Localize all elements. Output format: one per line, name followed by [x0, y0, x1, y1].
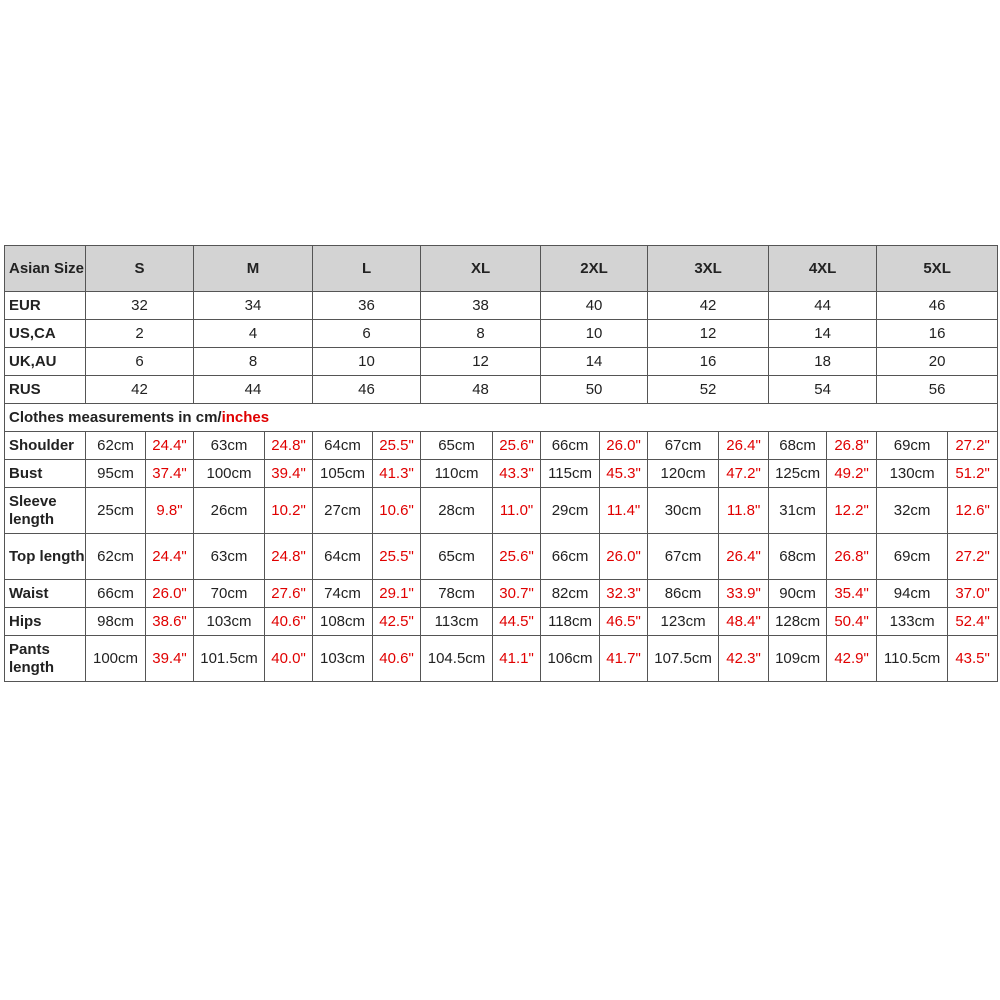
- size-header: 4XL: [769, 246, 877, 292]
- cm-value: 64cm: [313, 534, 373, 580]
- inch-value: 33.9": [719, 580, 769, 608]
- size-header: XL: [421, 246, 541, 292]
- cm-value: 31cm: [769, 488, 827, 534]
- cm-value: 69cm: [877, 534, 948, 580]
- size-chart-table: [4, 245, 998, 682]
- conversion-value: 20: [877, 348, 998, 376]
- conversion-value: 6: [313, 320, 421, 348]
- inch-value: 12.6": [948, 488, 998, 534]
- cm-value: 82cm: [541, 580, 600, 608]
- conversion-value: 8: [194, 348, 313, 376]
- inch-value: 42.9": [827, 636, 877, 682]
- measurement-row: [5, 432, 998, 460]
- inch-value: 10.6": [373, 488, 421, 534]
- inch-value: 25.5": [373, 432, 421, 460]
- inch-value: 30.7": [493, 580, 541, 608]
- inch-value: 48.4": [719, 608, 769, 636]
- inch-value: 50.4": [827, 608, 877, 636]
- inch-value: 39.4": [265, 460, 313, 488]
- cm-value: 113cm: [421, 608, 493, 636]
- inch-value: 45.3": [600, 460, 648, 488]
- cm-value: 110.5cm: [877, 636, 948, 682]
- cm-value: 25cm: [86, 488, 146, 534]
- inch-value: 39.4": [146, 636, 194, 682]
- row-label: Shoulder: [5, 432, 86, 460]
- cm-value: 108cm: [313, 608, 373, 636]
- cm-value: 86cm: [648, 580, 719, 608]
- conversion-value: 12: [421, 348, 541, 376]
- conversion-value: 16: [648, 348, 769, 376]
- cm-value: 120cm: [648, 460, 719, 488]
- inch-value: 49.2": [827, 460, 877, 488]
- size-header: L: [313, 246, 421, 292]
- inch-value: 42.3": [719, 636, 769, 682]
- cm-value: 100cm: [86, 636, 146, 682]
- measurement-row: [5, 580, 998, 608]
- inch-value: 40.6": [265, 608, 313, 636]
- inch-value: 40.6": [373, 636, 421, 682]
- cm-value: 110cm: [421, 460, 493, 488]
- conversion-value: 10: [313, 348, 421, 376]
- corner-label: Asian Size: [5, 246, 86, 292]
- cm-value: 70cm: [194, 580, 265, 608]
- inch-value: 10.2": [265, 488, 313, 534]
- inch-value: 37.0": [948, 580, 998, 608]
- conversion-value: 42: [648, 292, 769, 320]
- cm-value: 94cm: [877, 580, 948, 608]
- inch-value: 47.2": [719, 460, 769, 488]
- measurement-row: [5, 534, 998, 580]
- conversion-value: 36: [313, 292, 421, 320]
- conversion-value: 50: [541, 376, 648, 404]
- cm-value: 27cm: [313, 488, 373, 534]
- inch-value: 26.8": [827, 534, 877, 580]
- inch-value: 26.4": [719, 432, 769, 460]
- inch-value: 26.0": [146, 580, 194, 608]
- size-header: 2XL: [541, 246, 648, 292]
- cm-value: 69cm: [877, 432, 948, 460]
- conversion-value: 10: [541, 320, 648, 348]
- cm-value: 78cm: [421, 580, 493, 608]
- inch-value: 42.5": [373, 608, 421, 636]
- inch-value: 37.4": [146, 460, 194, 488]
- inch-value: 25.5": [373, 534, 421, 580]
- inch-value: 41.3": [373, 460, 421, 488]
- inch-value: 11.4": [600, 488, 648, 534]
- cm-value: 29cm: [541, 488, 600, 534]
- cm-value: 103cm: [313, 636, 373, 682]
- cm-value: 67cm: [648, 432, 719, 460]
- cm-value: 130cm: [877, 460, 948, 488]
- size-header: 3XL: [648, 246, 769, 292]
- row-label: RUS: [5, 376, 86, 404]
- cm-value: 64cm: [313, 432, 373, 460]
- cm-value: 100cm: [194, 460, 265, 488]
- inch-value: 24.4": [146, 432, 194, 460]
- cm-value: 30cm: [648, 488, 719, 534]
- inch-value: 12.2": [827, 488, 877, 534]
- conversion-value: 8: [421, 320, 541, 348]
- row-label: Hips: [5, 608, 86, 636]
- conversion-row: [5, 292, 998, 320]
- conversion-value: 54: [769, 376, 877, 404]
- cm-value: 66cm: [541, 432, 600, 460]
- cm-value: 107.5cm: [648, 636, 719, 682]
- cm-value: 65cm: [421, 432, 493, 460]
- inch-value: 35.4": [827, 580, 877, 608]
- inch-value: 40.0": [265, 636, 313, 682]
- inch-value: 11.8": [719, 488, 769, 534]
- cm-value: 32cm: [877, 488, 948, 534]
- conversion-value: 14: [769, 320, 877, 348]
- cm-value: 28cm: [421, 488, 493, 534]
- conversion-value: 18: [769, 348, 877, 376]
- inch-value: 11.0": [493, 488, 541, 534]
- cm-value: 118cm: [541, 608, 600, 636]
- row-label: Waist: [5, 580, 86, 608]
- conversion-row: [5, 348, 998, 376]
- inch-value: 27.2": [948, 432, 998, 460]
- cm-value: 62cm: [86, 432, 146, 460]
- section-title-inches: inches: [221, 409, 270, 426]
- cm-value: 133cm: [877, 608, 948, 636]
- measurement-row: [5, 608, 998, 636]
- cm-value: 98cm: [86, 608, 146, 636]
- measurement-row: [5, 488, 998, 534]
- cm-value: 103cm: [194, 608, 265, 636]
- row-label: Sleeve length: [5, 488, 86, 534]
- row-label: EUR: [5, 292, 86, 320]
- cm-value: 68cm: [769, 534, 827, 580]
- cm-value: 74cm: [313, 580, 373, 608]
- conversion-value: 46: [313, 376, 421, 404]
- inch-value: 52.4": [948, 608, 998, 636]
- cm-value: 123cm: [648, 608, 719, 636]
- inch-value: 44.5": [493, 608, 541, 636]
- conversion-value: 40: [541, 292, 648, 320]
- cm-value: 68cm: [769, 432, 827, 460]
- size-header: 5XL: [877, 246, 998, 292]
- cm-value: 63cm: [194, 432, 265, 460]
- cm-value: 128cm: [769, 608, 827, 636]
- cm-value: 109cm: [769, 636, 827, 682]
- conversion-value: 4: [194, 320, 313, 348]
- conversion-value: 52: [648, 376, 769, 404]
- row-label: US,CA: [5, 320, 86, 348]
- conversion-value: 56: [877, 376, 998, 404]
- section-title-prefix: Clothes measurements in cm/: [9, 409, 222, 426]
- conversion-value: 2: [86, 320, 194, 348]
- inch-value: 24.8": [265, 432, 313, 460]
- inch-value: 24.4": [146, 534, 194, 580]
- cm-value: 125cm: [769, 460, 827, 488]
- inch-value: 24.8": [265, 534, 313, 580]
- conversion-value: 16: [877, 320, 998, 348]
- cm-value: 95cm: [86, 460, 146, 488]
- cm-value: 63cm: [194, 534, 265, 580]
- inch-value: 26.4": [719, 534, 769, 580]
- conversion-value: 46: [877, 292, 998, 320]
- inch-value: 41.1": [493, 636, 541, 682]
- conversion-value: 42: [86, 376, 194, 404]
- conversion-row: [5, 320, 998, 348]
- conversion-value: 6: [86, 348, 194, 376]
- cm-value: 26cm: [194, 488, 265, 534]
- inch-value: 26.8": [827, 432, 877, 460]
- size-header: S: [86, 246, 194, 292]
- cm-value: 101.5cm: [194, 636, 265, 682]
- cm-value: 65cm: [421, 534, 493, 580]
- inch-value: 9.8": [146, 488, 194, 534]
- conversion-value: 44: [769, 292, 877, 320]
- inch-value: 43.5": [948, 636, 998, 682]
- cm-value: 67cm: [648, 534, 719, 580]
- conversion-value: 34: [194, 292, 313, 320]
- inch-value: 38.6": [146, 608, 194, 636]
- inch-value: 43.3": [493, 460, 541, 488]
- inch-value: 26.0": [600, 432, 648, 460]
- inch-value: 27.6": [265, 580, 313, 608]
- cm-value: 105cm: [313, 460, 373, 488]
- cm-value: 66cm: [86, 580, 146, 608]
- conversion-value: 48: [421, 376, 541, 404]
- measurement-row: [5, 460, 998, 488]
- inch-value: 46.5": [600, 608, 648, 636]
- conversion-value: 38: [421, 292, 541, 320]
- inch-value: 26.0": [600, 534, 648, 580]
- conversion-value: 14: [541, 348, 648, 376]
- row-label: Pants length: [5, 636, 86, 682]
- size-chart-body: [5, 246, 998, 682]
- inch-value: 32.3": [600, 580, 648, 608]
- measurement-row: [5, 636, 998, 682]
- size-header: M: [194, 246, 313, 292]
- cm-value: 90cm: [769, 580, 827, 608]
- conversion-row: [5, 376, 998, 404]
- cm-value: 66cm: [541, 534, 600, 580]
- inch-value: 25.6": [493, 534, 541, 580]
- conversion-value: 32: [86, 292, 194, 320]
- section-title: [5, 404, 998, 432]
- cm-value: 62cm: [86, 534, 146, 580]
- conversion-value: 44: [194, 376, 313, 404]
- cm-value: 115cm: [541, 460, 600, 488]
- row-label: UK,AU: [5, 348, 86, 376]
- inch-value: 27.2": [948, 534, 998, 580]
- size-header-row: [5, 246, 998, 292]
- conversion-value: 12: [648, 320, 769, 348]
- section-title-row: [5, 404, 998, 432]
- inch-value: 41.7": [600, 636, 648, 682]
- inch-value: 29.1": [373, 580, 421, 608]
- cm-value: 106cm: [541, 636, 600, 682]
- row-label: Bust: [5, 460, 86, 488]
- row-label: Top length: [5, 534, 86, 580]
- inch-value: 25.6": [493, 432, 541, 460]
- cm-value: 104.5cm: [421, 636, 493, 682]
- inch-value: 51.2": [948, 460, 998, 488]
